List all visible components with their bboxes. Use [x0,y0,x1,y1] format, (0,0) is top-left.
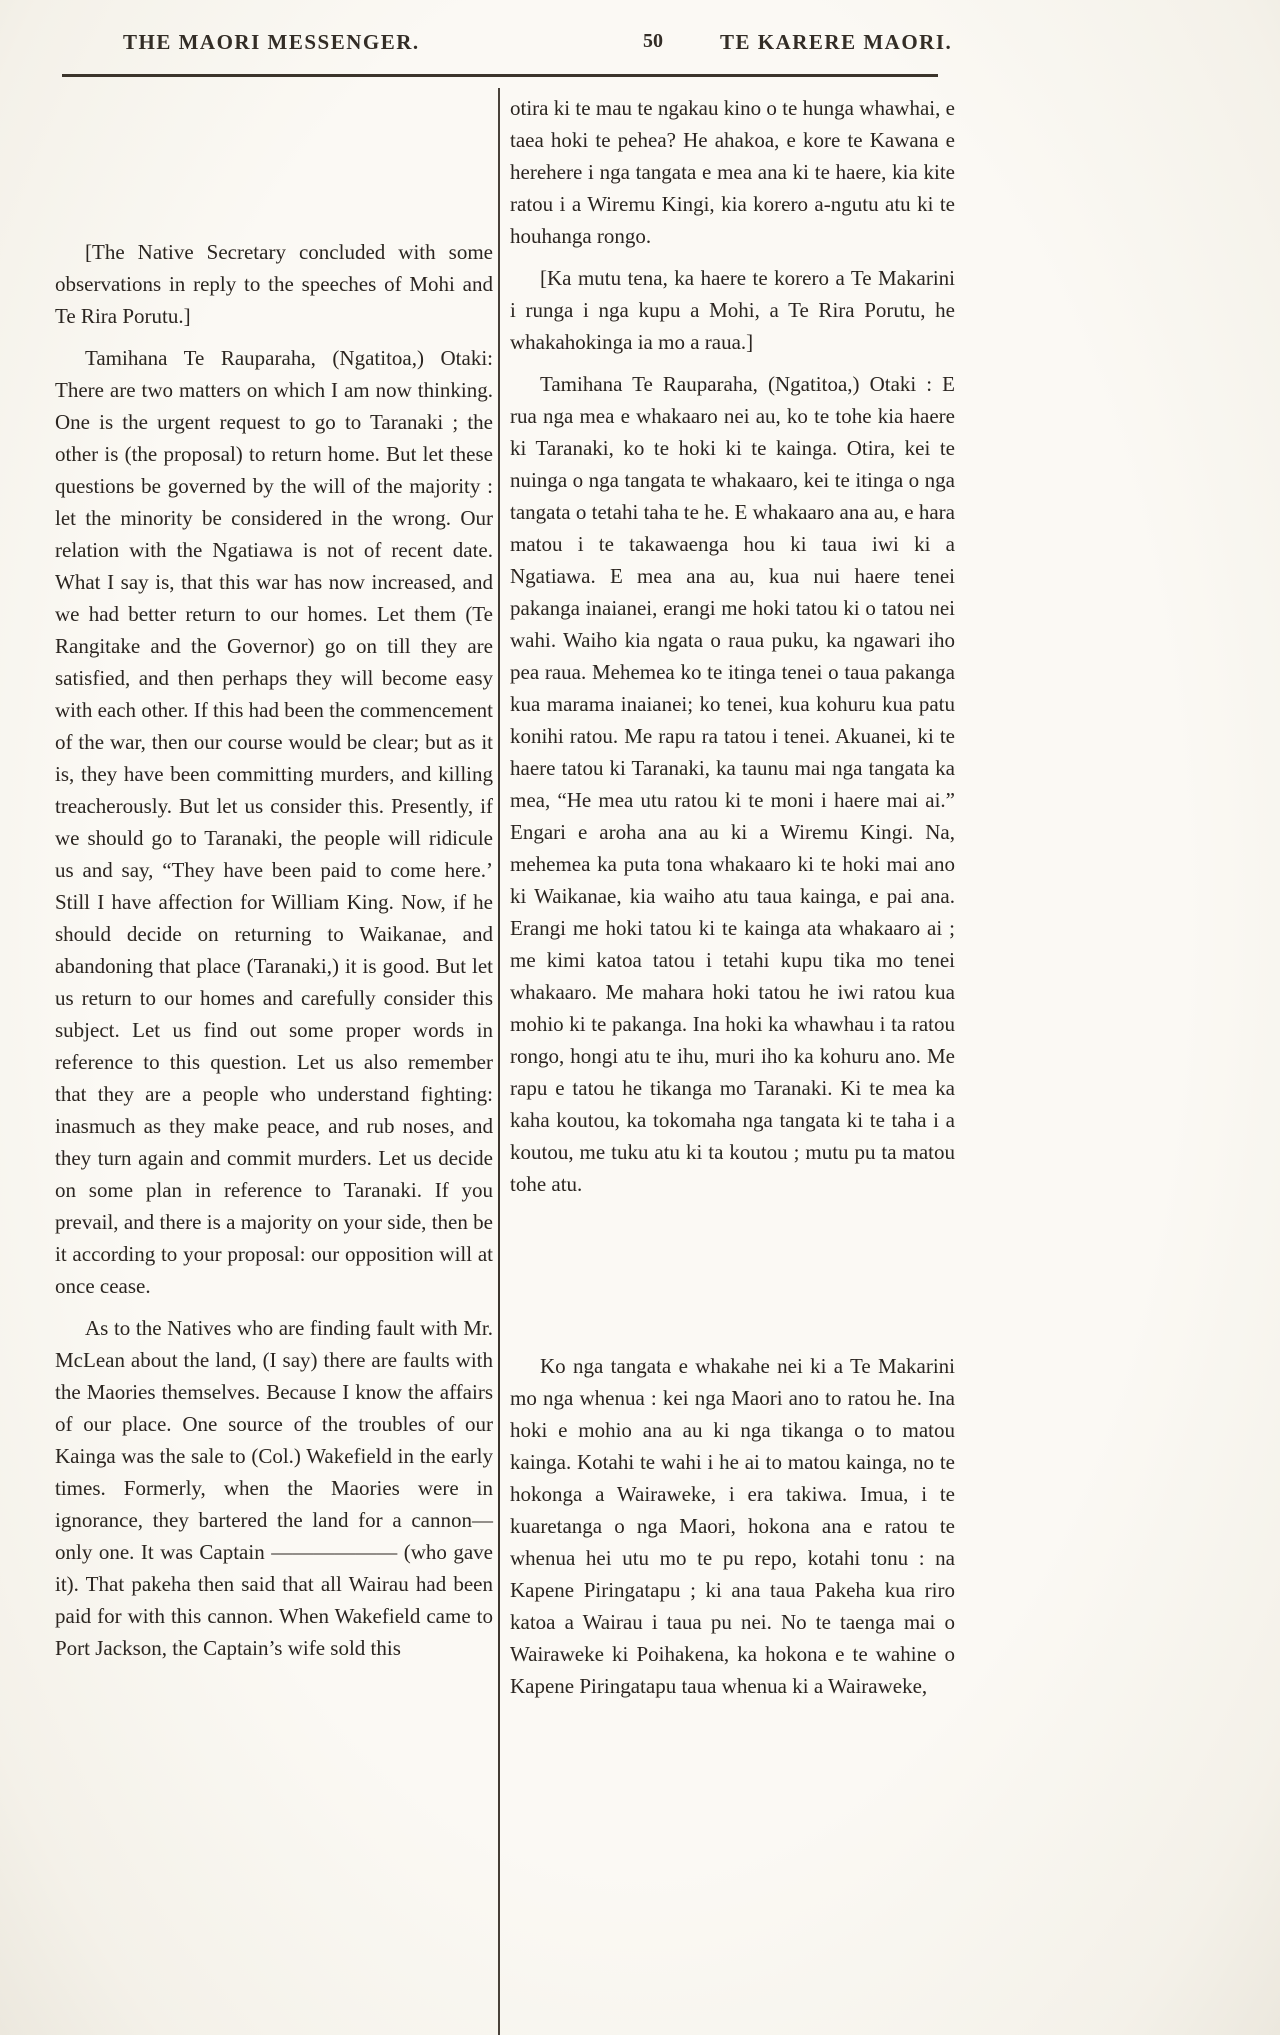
left-column-english [55,88,493,2035]
header-rule [62,74,938,77]
paragraph-ka-mutu-note-maori: [Ka mutu tena, ka haere te korero a Te Makarini i runga i nga kupu a Mohi, a Te Rira Porutu, he whakahokinga ia mo a raua.] [510,266,955,354]
paragraph-native-secretary-note: [The Native Secretary concluded with some observations in reply to the speeches of Mohi and Te Rira Porutu.] [55,240,493,328]
paragraph-ko-nga-tangata-maori: Ko nga tangata e whakahe nei ki a Te Makarini mo nga whenua : kei nga Maori ano to ratou he. Ina hoki e mohio ana au ki nga tikanga o to matou kainga. Kotahi te wahi i he ai to matou kainga, no te hokonga a Wairaweke, i era takiwa. Imua, i te kuaretanga o nga Maori, hokona ana e ratou te whenua hei utu mo te pu repo, kotahi tonu : na Kapene Piringatapu ; ki ana taua Pakeha kua riro katoa a Wairau i taua pu nei. No te taenga mai o Wairaweke ki Poihakena, ka hokona e te wahine o Kapene Piringatapu taua whenua ki a Wairaweke, [510,1354,955,1698]
paragraph-natives-finding-fault-english: As to the Natives who are finding fault with Mr. McLean about the land, (I say) there are faults with the Maories themselves. Because I know the affairs of our place. One source of the troubles of our Kainga was the sale to (Col.) Wakefield in the early times. Formerly, when the Maories were in ignorance, they bartered the land for a cannon—only one. It was Captain —————— (who gave it). That pakeha then said that all Wairau had been paid for with this cannon. When Wakefield came to Port Jackson, the Captain’s wife sold this [55,1316,493,1660]
right-column-maori [510,88,955,2035]
paragraph-tamihana-speech-english: Tamihana Te Rauparaha, (Ngatitoa,) Otaki: There are two matters on which I am now thinking. One is the urgent request to go to Taranaki ; the other is (the proposal) to return home. But let these questions be governed by the will of the majority : let the minority be considered in the wrong. Our relation with the Ngatiawa is not of recent date. What I say is, that this war has now increased, and we had better return to our homes. Let them (Te Rangitake and the Governor) go on till they are satisfied, and then perhaps they will become easy with each other. If this had been the commencement of the war, then our course would be clear; but as it is, they have been committing murders, and killing treacherously. But let us consider this. Presently, if we should go to Taranaki, the people will ridicule us and say, “They have been paid to come here.’ Still I have affection for William King. Now, if he should decide on returning to Waikanae, and abandoning that place (Taranaki,) it is good. But let us return to our homes and carefully consider this subject. Let us find out some proper words in reference to this question. Let us also remember that they are a people who understand fighting: inasmuch as they make peace, and rub noses, and they turn again and commit murders. Let us decide on some plan in reference to Taranaki. If you prevail, and there is a majority on your side, then be it according to your proposal: our opposition will at once cease. [55,346,493,1298]
paragraph-tamihana-speech-maori: Tamihana Te Rauparaha, (Ngatitoa,) Otaki : E rua nga mea e whakaaro nei au, ko te tohe kia haere ki Taranaki, ko te hoki ki te kainga. Otira, kei te nuinga o nga tangata te whakaaro, kei te itinga o nga tangata o tetahi taha te he. E whakaaro ana au, e hara matou i te takawaenga hou ki taua iwi ki a Ngatiawa. E mea ana au, kua nui haere tenei pakanga inaianei, erangi me hoki tatou ki o tatou nei wahi. Waiho kia ngata o raua puku, ka ngawari iho pea raua. Mehemea ko te itinga tenei o taua pakanga kua marama inaianei; ko tenei, kua kohuru kua patu konihi ratou. Me rapu ra tatou i tenei. Akuanei, ki te haere tatou ki Taranaki, ka taunu mai nga tangata ka mea, “He mea utu ratou ki te moni i haere mai ai.” Engari e aroha ana au ki a Wiremu Kingi. Na, mehemea ka puta tona whakaaro ki te hoki mai ano ki Waikanae, kia waiho atu taua kainga, e pai ana. Erangi me hoki tatou ki te kainga ata whakaaro ai ; me kimi katoa tatou i tetahi kupu tika mo tenei whakaaro. Me mahara hoki tatou he iwi ratou kua mohio ki te pakanga. Ina hoki ka whawhau i ta ratou rongo, hongi atu te ihu, muri iho ka kohuru ano. Me rapu e tatou he tikanga mo Taranaki. Ki te mea ka kaha koutou, ka tokomaha nga tangata ki te taha i a koutou, me tuku atu ki ta koutou ; mutu pu ta matou tohe atu. [510,372,955,1196]
header-left-title: THE MAORI MESSENGER. [123,30,420,54]
page-number: 50 [643,30,663,52]
page-header [55,30,955,64]
column-blank-gap [510,1210,955,1350]
header-right-title: TE KARERE MAORI. [720,30,953,54]
column-divider-rule [498,88,500,2035]
columns-container [55,88,955,2035]
paragraph-continuation-maori: otira ki te mau te ngakau kino o te hunga whawhai, e taea hoki te pehea? He ahakoa, e kore te Kawana e herehere i nga tangata e mea ana ki te haere, kia kite ratou i a Wiremu Kingi, kia korero a-ngutu atu ki te houhanga rongo. [510,96,955,248]
